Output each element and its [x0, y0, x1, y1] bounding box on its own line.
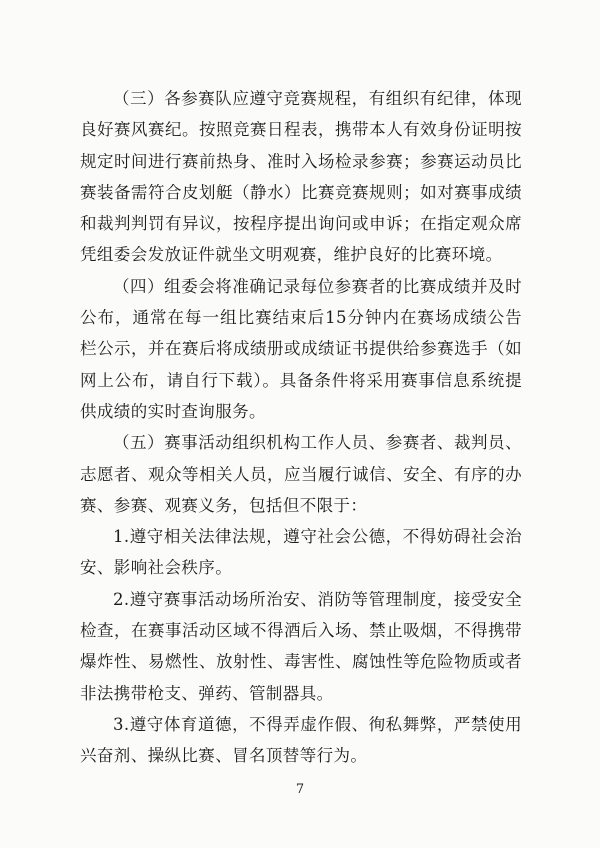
paragraph-4: （四）组委会将准确记录每位参赛者的比赛成绩并及时公布，通常在每一组比赛结束后15分钟内在赛场成绩公告栏公示，并在赛后将成绩册或成绩证书提供给参赛选手（如网上公布，请自行下载）。具备条件将采用赛事信息系统提供成绩的实时查询服务。: [80, 276, 522, 421]
paragraph-3: （三）各参赛队应遵守竞赛规程，有组织有纪律，体现良好赛风赛纪。按照竞赛日程表，携带本人有效身份证明按规定时间进行赛前热身、准时入场检录参赛；参赛运动员比赛装备需符合皮划艇（静水）比赛竞赛规则；如对赛事成绩和裁判判罚有异议，按程序提出询问或申诉；在指定观众席凭组委会发放证件就坐文明观赛，维护良好的比赛环境。: [80, 89, 522, 265]
list-item-2: 2.遵守赛事活动场所治安、消防等管理制度，接受安全检查，在赛事活动区域不得酒后入场、禁止吸烟，不得携带爆炸性、易燃性、放射性、毒害性、腐蚀性等危险物质或者非法携带枪支、弹药、管制器具。: [80, 589, 522, 703]
list-item-1: 1.遵守相关法律法规，遵守社会公德，不得妨碍社会治安、影响社会秩序。: [80, 527, 522, 578]
body-text: [80, 83, 522, 772]
list-item-3: 3.遵守体育道德，不得弄虚作假、徇私舞弊，严禁使用兴奋剂、操纵比赛、冒名顶替等行为。: [80, 714, 522, 766]
paragraph-5: （五）赛事活动组织机构工作人员、参赛者、裁判员、志愿者、观众等相关人员，应当履行诚信、安全、有序的办赛、参赛、观赛义务，包括但不限于：: [80, 433, 522, 515]
page-number: 7: [295, 782, 305, 797]
